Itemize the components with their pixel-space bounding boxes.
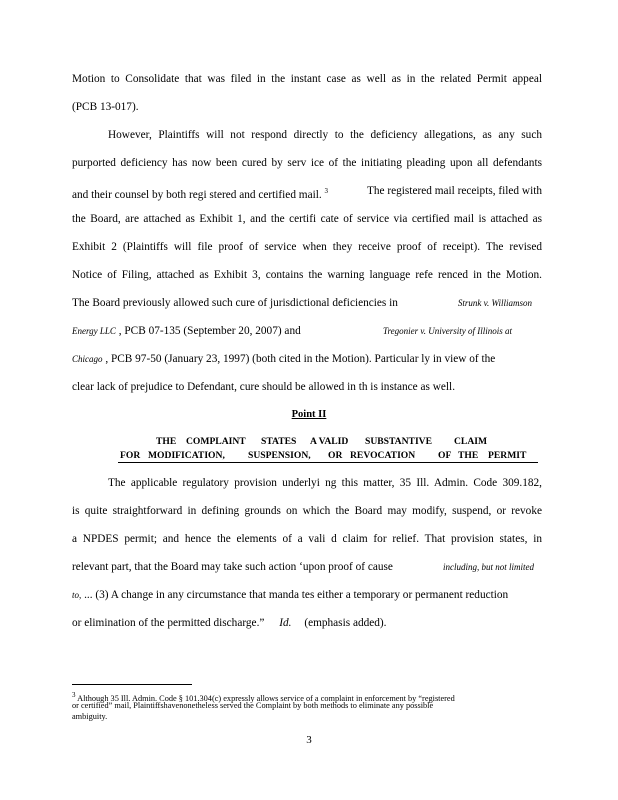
body-line-8: Notice of Filing, attached as Exhibit 3, contains the warning language refe renced in the Motion. [72, 269, 542, 281]
body-line-10 [72, 324, 542, 338]
subheading-word: THE [458, 450, 479, 461]
subheading-word: SUSPENSION, [248, 450, 311, 461]
page-number: 3 [306, 734, 312, 746]
quote-italic-to: to, [72, 590, 82, 600]
body-line-15: a NPDES permit; and hence the elements of a vali d claim for relief. That provision states, in [72, 533, 542, 545]
point-heading [0, 408, 618, 421]
case-name-energy: Energy LLC [72, 326, 116, 336]
body-line-7: Exhibit 2 (Plaintiffs will file proof of service when they receive proof of receipt). The revised [72, 241, 542, 253]
subheading-word: STATES [261, 436, 297, 447]
case-name-tregonier: Tregonier v. University of Illinois at [383, 326, 512, 336]
body-line-4: purported deficiency has now been cured by serv ice of the initiating pleading upon all defendants [72, 157, 542, 169]
body-line-6: the Board, are attached as Exhibit 1, and the certifi cate of service via certified mail is attached as [72, 213, 542, 225]
body-line-17-text: ... (3) A change in any circumstance that manda tes either a temporary or permanent reduction [84, 589, 509, 601]
body-line-18 [72, 616, 542, 630]
body-line-10-text: , PCB 07-135 (September 20, 2007) and [118, 325, 301, 337]
subheading-word: CLAIM [454, 436, 488, 447]
body-line-17 [72, 588, 542, 602]
footnote-separator [72, 684, 192, 685]
footnote-reference: 3 [324, 187, 329, 195]
subheading-word: A VALID [310, 436, 349, 447]
body-line-13: The applicable regulatory provision underlyi ng this matter, 35 Ill. Admin. Code 309.182, [108, 477, 542, 489]
subheading-word: PERMIT [488, 450, 527, 461]
subheading-word: THE [156, 436, 177, 447]
subheading-word: REVOCATION [350, 450, 416, 461]
quote-italic-including: including, but not limited [443, 562, 534, 572]
subheading-word: MODIFICATION, [148, 450, 225, 461]
body-line-11-text: , PCB 97-50 (January 23, 1997) (both cited in the Motion). Particular ly in view of the [105, 353, 496, 365]
citation-id: Id. [279, 617, 292, 629]
body-line-3: However, Plaintiffs will not respond directly to the deficiency allegations, as any such [108, 129, 542, 141]
footnote-line-2: or certified” mail, Plaintiffshavenonetheless served the Complaint by both methods to eliminate any possible [72, 701, 434, 710]
subheading-word: OF [438, 450, 452, 461]
emphasis-note: (emphasis added). [304, 617, 387, 629]
body-line-9 [72, 296, 542, 310]
body-line-12: clear lack of prejudice to Defendant, cure should be allowed in th is instance as well. [72, 381, 456, 393]
subheading-word: FOR [120, 450, 141, 461]
subheading-word: COMPLAINT [186, 436, 246, 447]
footnote-line-3: ambiguity. [72, 712, 108, 721]
body-line-16-text: relevant part, that the Board may take such action ‘upon proof of cause [72, 561, 393, 573]
point-heading-text: Point II [291, 409, 327, 420]
body-line-11 [72, 352, 542, 366]
case-name-strunk: Strunk v. Williamson [457, 298, 532, 308]
body-line-18-text: or elimination of the permitted discharge.” [72, 617, 265, 629]
body-line-5-text: and their counsel by both regi stered and certified mail. [72, 188, 322, 201]
subheading-word: OR [328, 450, 343, 461]
body-line-9-text: The Board previously allowed such cure of jurisdictional deficiencies in [72, 297, 398, 309]
subheading-word: SUBSTANTIVE [365, 436, 433, 447]
subheading-underline [118, 462, 538, 463]
body-line-5-tail: The registered mail receipts, filed with [366, 185, 542, 197]
body-line-1: Motion to Consolidate that was filed in the instant case as well as in the related Permit appeal [72, 73, 542, 85]
body-line-14: is quite straightforward in defining grounds on which the Board may modify, suspend, or revoke [72, 505, 542, 517]
case-name-chicago: Chicago [72, 354, 103, 364]
body-line-16 [72, 560, 542, 574]
body-line-5 [72, 184, 542, 202]
footnote-marker: 3 [72, 691, 76, 699]
footnote-text-1: Although 35 Ill. Admin. Code § 101.304(c) expressly allows service of a complaint in enforcement by “registered [77, 693, 455, 703]
body-line-2: (PCB 13-017). [72, 101, 139, 113]
